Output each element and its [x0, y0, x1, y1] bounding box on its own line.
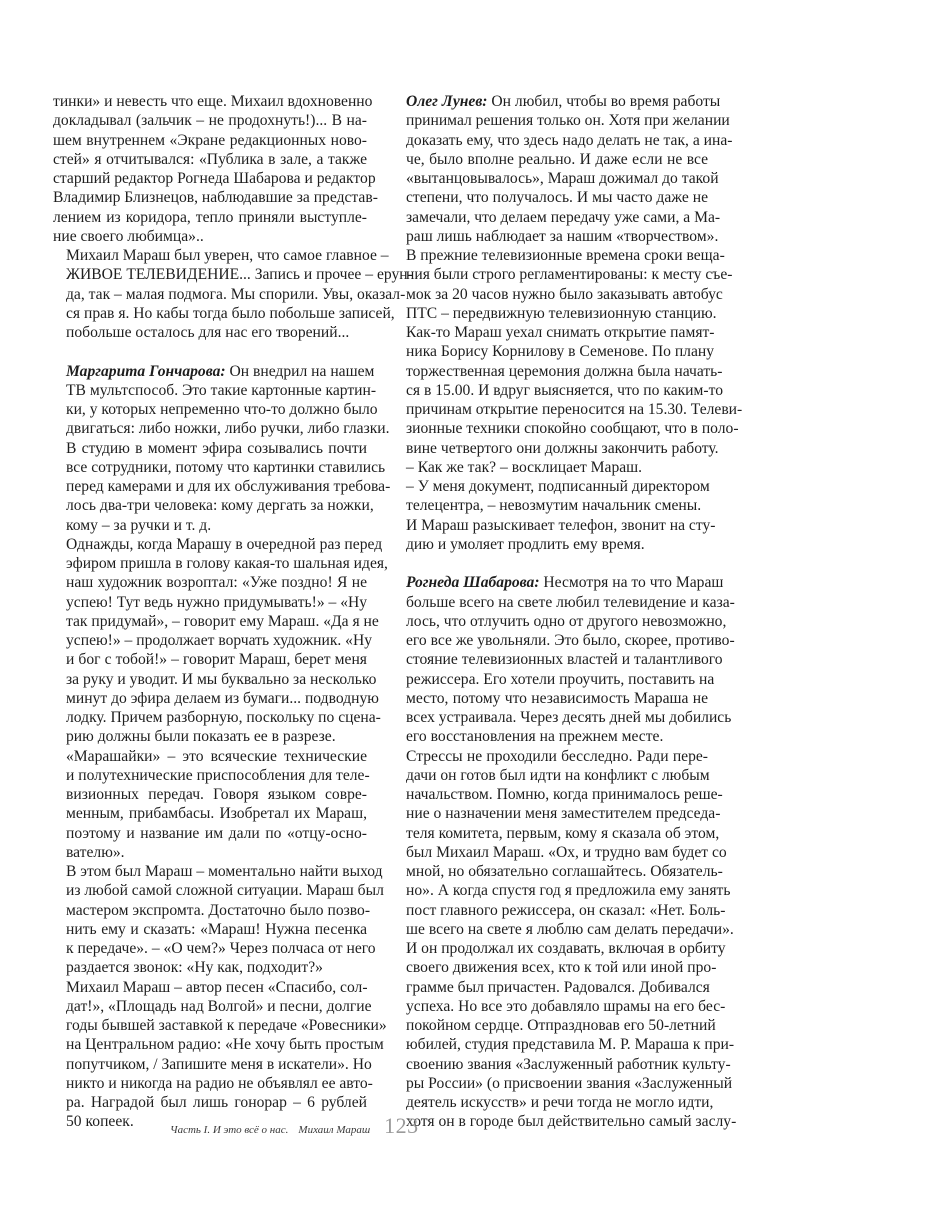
line-text: вателю». [66, 843, 125, 861]
line-text: так придумай», – говорит ему Мараш. «Да я не [66, 612, 379, 630]
line-text: успеха. Но все это добавляло шрамы на его бес- [406, 997, 726, 1015]
line-text: лось два-три человека: кому дергать за ножки, [66, 497, 374, 515]
line-text: Он любил, чтобы во время работы [491, 93, 721, 110]
text-line [393, 439, 719, 458]
text-line [53, 939, 376, 958]
text-line [393, 824, 720, 843]
line-text: ния были строго регламентированы: к месту съе- [406, 266, 733, 284]
text-line [393, 150, 708, 169]
text-paragraph [393, 458, 708, 477]
line-text: лением из коридора, тепло приняли выступле- [53, 208, 367, 226]
text-line [393, 458, 708, 477]
line-text: эфиром пришла в голову какая-то шальная идея, [66, 555, 388, 572]
line-text: ЖИВОЕ ТЕЛЕВИДЕНИЕ... Запись и прочее – ерун- [66, 266, 413, 284]
interview-paragraph [53, 362, 391, 535]
line-text: ра. Наградой был лишь гонорар – 6 рублей [66, 1094, 367, 1111]
line-text: мной, но обязательно соглашайтесь. Обязатель- [406, 863, 723, 880]
line-text: на Центральном радио: «Не хочу быть простым [66, 1036, 384, 1054]
text-line [393, 496, 708, 515]
text-line [393, 727, 708, 746]
speaker-name: Олег Лунев: [406, 93, 488, 110]
line-text: Несмотря на то что Мараш [543, 574, 724, 592]
line-text: годы бывшей заставкой к передаче «Ровесники» [66, 1017, 387, 1034]
line-text: режиссера. Его хотели проучить, поставить на [406, 670, 715, 688]
text-line [53, 323, 367, 342]
text-line [53, 188, 378, 207]
line-text: 50 копеек. [66, 1113, 134, 1131]
interview-paragraph [393, 92, 733, 246]
line-text: перед камерами и для их обслуживания требова- [66, 478, 391, 495]
text-line [393, 246, 725, 265]
line-text: раздается звонок: «Ну как, подходит?» [66, 959, 323, 977]
text-line [53, 804, 367, 823]
text-line [393, 631, 735, 650]
text-line [393, 1035, 735, 1054]
line-text: мок за 20 часов нужно было заказывать автобус [406, 285, 723, 303]
text-line [53, 419, 390, 438]
text-line [53, 304, 395, 323]
text-line [393, 1055, 731, 1074]
line-text: Как-то Мараш уехал снимать открытие памят- [406, 324, 715, 341]
text-line [393, 208, 721, 227]
text-paragraph [53, 246, 413, 342]
text-line [393, 381, 723, 400]
line-text: деятель искусств» и речи тогда не могло идти, [406, 1094, 714, 1111]
line-text: И Мараш разыскивает телефон, звонит на сту- [406, 516, 716, 534]
text-line [393, 1074, 733, 1093]
line-text: кому – за ручки и т. д. [66, 516, 212, 534]
line-text: замечали, что делаем передачу уже сами, а Ма- [406, 208, 721, 226]
line-text: И он продолжал их создавать, включая в орбиту [406, 940, 726, 957]
line-text: своению звания «Заслуженный работник культу- [406, 1055, 731, 1073]
text-line [393, 573, 724, 592]
text-line [393, 843, 727, 862]
line-text: за руку и уводит. И мы буквально за несколько [66, 670, 377, 688]
line-text: дачи он готов был идти на конфликт с любым [406, 766, 710, 784]
text-line [53, 131, 367, 150]
text-line [53, 381, 377, 400]
line-text: Михаил Мараш – автор песен «Спасибо, сол- [66, 978, 368, 996]
text-line [53, 1055, 372, 1074]
line-text: – Как же так? – восклицает Мараш. [406, 458, 643, 476]
text-line [393, 708, 732, 727]
line-text: докладывал (зальчик – не продохнуть!)... В на- [53, 112, 367, 130]
line-text: нить ему и сказать: «Мараш! Нужна песенка [66, 920, 367, 938]
line-text: все сотрудники, потому что картинки ставились [66, 458, 386, 476]
text-line [393, 304, 717, 323]
text-line [53, 881, 384, 900]
line-text: к передаче». – «О чем?» Через полчаса от него [66, 940, 376, 957]
line-text: принимал решения только он. Хотя при желании [406, 112, 730, 130]
line-text: зионные техники спокойно сообщают, что в поло- [406, 420, 739, 438]
text-line [393, 516, 716, 535]
text-line [393, 612, 727, 631]
text-line [393, 92, 721, 111]
line-text: дат!», «Площадь над Волгой» и песни, долгие [66, 997, 372, 1015]
text-line [53, 766, 370, 785]
text-line [53, 573, 367, 592]
text-line [393, 939, 726, 958]
line-text: стояние телевизионных властей и талантливого [406, 651, 723, 669]
text-paragraph [53, 92, 378, 246]
text-paragraph [393, 246, 743, 458]
text-paragraph [53, 747, 370, 863]
text-line [53, 458, 386, 477]
page-number: 123 [384, 1113, 419, 1138]
text-line [53, 246, 389, 265]
speaker-name: Маргарита Гончарова: [66, 362, 226, 380]
line-text: рию должны были показать ее в разрезе. [66, 728, 336, 746]
text-line [393, 342, 715, 361]
text-line [393, 400, 743, 419]
text-line [393, 689, 708, 708]
line-text: Михаил Мараш был уверен, что самое главное – [66, 247, 389, 264]
speaker-name: Рогнеда Шабарова: [406, 574, 540, 592]
text-line [53, 516, 367, 535]
text-line [393, 785, 723, 804]
line-text: был Михаил Мараш. «Ох, и трудно вам будет со [406, 843, 727, 861]
line-text: ПТС – передвижную телевизионную станцию. [406, 304, 717, 322]
line-text: Однажды, когда Марашу в очередной раз перед [66, 535, 383, 553]
line-text: вине четвертого они должны закончить работу. [406, 439, 719, 457]
text-line [393, 958, 717, 977]
line-text: успею! Тут ведь нужно придумывать!» – «Ну [66, 593, 368, 611]
running-head-author: Михаил Мараш [298, 1124, 371, 1136]
text-line [53, 747, 367, 766]
text-line [393, 650, 723, 669]
text-line [53, 920, 367, 939]
line-text: теля комитета, первым, кому я сказала об этом, [406, 824, 720, 842]
line-text: место, потому что независимость Мараша не [406, 689, 708, 707]
page-footer [170, 1113, 419, 1139]
text-line [53, 1074, 373, 1093]
text-line [53, 496, 374, 515]
text-line [393, 804, 721, 823]
line-text: больше всего на свете любил телевидение и каза- [406, 593, 735, 611]
text-paragraph [393, 747, 737, 1132]
line-text: старший редактор Рогнеда Шабарова и редактор [53, 170, 376, 187]
text-line [53, 997, 372, 1016]
line-text: В прежние телевизионные времена сроки веща- [406, 247, 725, 264]
line-text: пост главного режиссера, он сказал: «Нет. Боль- [406, 901, 726, 919]
line-text: побольше осталось для нас его творений... [66, 324, 350, 341]
text-line [53, 169, 376, 188]
text-line [393, 285, 723, 304]
line-text: шем внутреннем «Экране редакционных ново- [53, 131, 367, 149]
interview-paragraph [393, 573, 735, 746]
line-text: и полутехнические приспособления для теле- [66, 766, 370, 784]
text-line [53, 824, 367, 843]
text-line [393, 747, 708, 766]
text-paragraph [53, 535, 388, 747]
line-text: визионных передач. Говоря языком совре- [66, 786, 367, 803]
text-line [393, 111, 730, 130]
line-text: двигаться: либо ножки, либо ручки, либо глазки. [66, 420, 390, 438]
line-text: грамме был причастен. Радовался. Добивался [406, 978, 710, 996]
text-line [53, 1016, 387, 1035]
text-line [53, 111, 367, 130]
line-text: «Марашайки» – это всяческие технические [66, 747, 367, 765]
line-text: ки, у которых непременно что-то должно было [66, 401, 378, 418]
line-text: своего движения всех, кто к той или иной про- [406, 959, 717, 977]
text-line [393, 1093, 714, 1112]
text-line [53, 208, 367, 227]
text-line [53, 400, 378, 419]
text-line [393, 670, 715, 689]
line-text: ТВ мультспособ. Это такие картонные картин- [66, 381, 377, 399]
line-text: тинки» и невесть что еще. Михаил вдохновенно [53, 93, 373, 110]
line-text: Он внедрил на нашем [229, 362, 375, 380]
text-paragraph [393, 516, 716, 555]
text-line [53, 650, 367, 669]
line-text: ние о назначении меня заместителем председа- [406, 805, 721, 823]
line-text: и бог с тобой!» – говорит Мараш, берет меня [66, 651, 367, 669]
text-line [53, 901, 371, 920]
text-line [53, 285, 406, 304]
text-line [393, 535, 708, 554]
text-line [53, 554, 388, 573]
line-text: менным, прибамбасы. Изобретал их Мараш, [66, 805, 367, 823]
text-line [53, 958, 367, 977]
text-paragraph [393, 477, 708, 516]
line-text: ше всего на свете я люблю сам делать передачи». [406, 920, 734, 938]
line-text: никто и никогда на радио не объявлял ее авто- [66, 1074, 373, 1092]
line-text: торжественная церемония должна была начать- [406, 362, 723, 380]
text-paragraph [53, 862, 384, 978]
text-line [53, 1035, 384, 1054]
text-line [53, 727, 367, 746]
line-text: – У меня документ, подписанный директором [406, 478, 710, 495]
line-text: Владимир Близнецов, наблюдавшие за представ- [53, 189, 378, 207]
text-line [393, 188, 708, 207]
text-line [53, 593, 367, 612]
line-text: но». А когда спустя год я предложила ему занять [406, 882, 731, 900]
text-line [393, 265, 733, 284]
text-line [393, 323, 715, 342]
line-text: всех устраивала. Через десять дней мы добились [406, 709, 732, 726]
line-text: минут до эфира делаем из бумаги... подводную [66, 689, 379, 707]
text-line [53, 708, 381, 727]
line-text: его восстановления на прежнем месте. [406, 728, 664, 746]
text-line [53, 631, 373, 650]
line-text: ника Борису Корнилову в Семенове. По плану [406, 343, 715, 361]
text-line [53, 439, 367, 458]
text-line [393, 419, 739, 438]
line-text: его все же увольняли. Это было, скорее, противо- [406, 632, 735, 649]
text-line [53, 150, 367, 169]
line-text: начальством. Помню, когда принималось реше- [406, 786, 723, 803]
text-line [53, 978, 367, 997]
text-line [393, 131, 733, 150]
line-text: поэтому и название им дали по «отцу-осно- [66, 824, 367, 842]
line-text: мастером экспромта. Достаточно было позво- [66, 901, 371, 919]
text-line [393, 978, 708, 997]
line-text: В студию в момент эфира созывались почти [66, 439, 367, 457]
line-text: наш художник возроптал: «Уже поздно! Я не [66, 574, 367, 592]
text-line [393, 593, 735, 612]
text-line [393, 862, 723, 881]
line-text: лодку. Причем разборную, поскольку по сцена- [66, 709, 381, 726]
text-line [53, 535, 383, 554]
text-paragraph [53, 978, 387, 1132]
text-line [393, 227, 719, 246]
line-text: степени, что получалось. И мы часто даже не [406, 189, 708, 207]
running-head-part: Часть I. И это всё о нас. [170, 1124, 289, 1136]
line-text: успею!» – продолжает ворчать художник. «Ну [66, 632, 373, 649]
text-line [393, 881, 731, 900]
line-text: ние своего любимца».. [53, 227, 204, 245]
text-line [393, 997, 726, 1016]
text-line [393, 1112, 737, 1131]
text-line [393, 766, 708, 785]
text-line [393, 1016, 716, 1035]
line-text: дию и умоляет продлить ему время. [406, 535, 645, 553]
text-line [393, 901, 726, 920]
text-line [53, 785, 367, 804]
text-line [53, 265, 413, 284]
text-line [393, 169, 719, 188]
line-text: причинам открытие переносится на 15.30. Телеви- [406, 401, 743, 418]
text-line [53, 612, 379, 631]
line-text: че, было вполне реально. И даже если не все [406, 150, 708, 168]
line-text: доказать ему, что здесь надо делать не так, а ина- [406, 131, 733, 149]
line-text: В этом был Мараш – моментально найти выход [66, 863, 383, 880]
line-text: стей» я отчитывался: «Публика в зале, а также [53, 150, 367, 168]
text-line [53, 362, 375, 381]
line-text: да, так – малая подмога. Мы спорили. Увы, оказал- [66, 285, 406, 303]
line-text: раш лишь наблюдает за нашим «творчеством». [406, 227, 719, 245]
text-line [53, 477, 391, 496]
text-line [53, 92, 373, 111]
line-text: юбилей, студия представила М. Р. Мараша к при- [406, 1036, 735, 1054]
line-text: лось, что отлучить одно от другого невозможно, [406, 612, 727, 630]
line-text: из любой самой сложной ситуации. Мараш был [66, 882, 384, 900]
running-head [170, 1124, 370, 1136]
text-line [53, 689, 379, 708]
line-text: ся в 15.00. И вдруг выясняется, что по каким-то [406, 381, 723, 399]
line-text: ры России» (о присвоении звания «Заслуженный [406, 1074, 733, 1092]
line-text: Стрессы не проходили бесследно. Ради пере- [406, 747, 708, 765]
line-text: покойном сердце. Отпраздновав его 50-летний [406, 1017, 716, 1034]
text-line [393, 920, 734, 939]
text-line [393, 477, 708, 496]
line-text: «вытанцовывалось», Мараш дожимал до такой [406, 170, 719, 187]
text-line [53, 227, 367, 246]
line-text: хотя он в городе был действительно самый заслу- [406, 1113, 737, 1131]
text-line [53, 1093, 367, 1112]
right-text-column [393, 92, 743, 1132]
text-line [53, 843, 367, 862]
line-text: попутчиком, / Запишите меня в искатели». Но [66, 1055, 372, 1073]
text-line [393, 362, 723, 381]
text-line [53, 670, 377, 689]
text-line [53, 862, 383, 881]
line-text: телецентра, – невозмутим начальник смены. [406, 497, 702, 515]
line-text: ся прав я. Но кабы тогда было побольше записей, [66, 304, 395, 322]
